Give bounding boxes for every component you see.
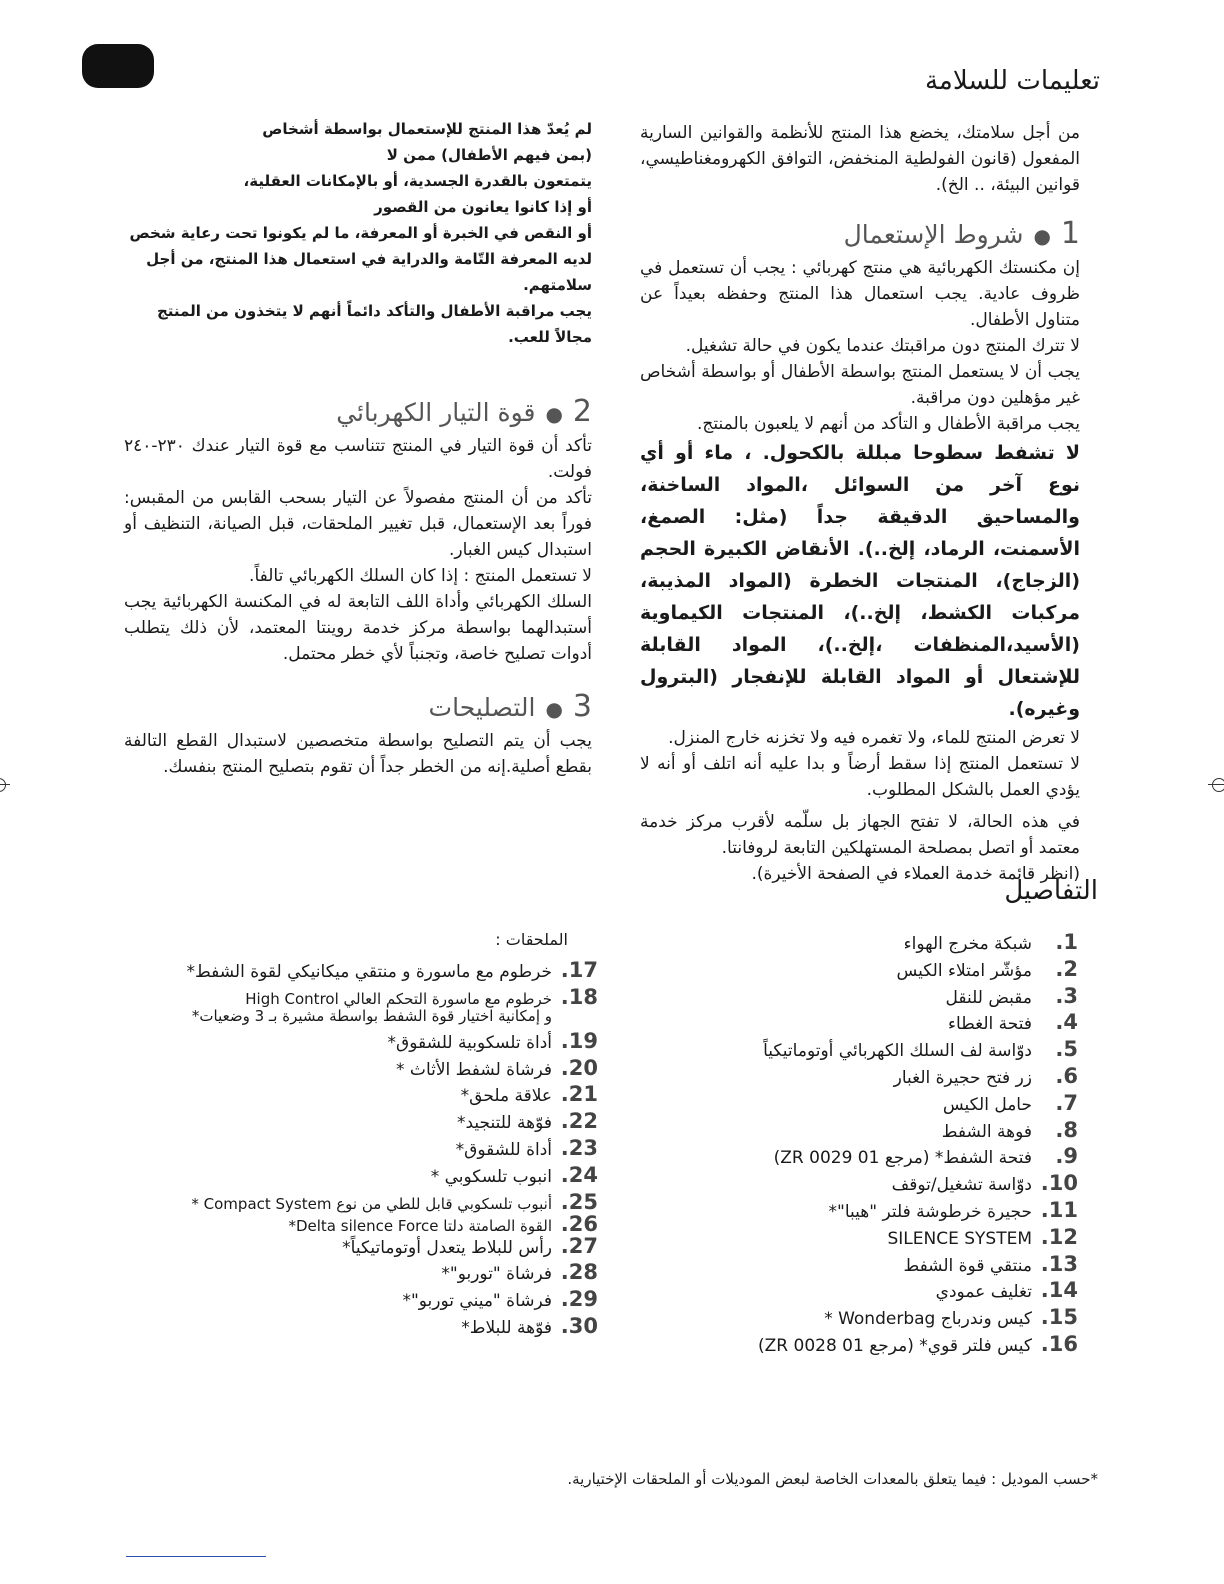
section-number: 1 xyxy=(1060,216,1080,251)
list-item: 12. SILENCE SYSTEM xyxy=(887,1224,1078,1249)
footer-rule xyxy=(126,1556,266,1557)
list-item: 27. رأس للبلاط يتعدل أوتوماتيكياً* xyxy=(342,1233,598,1258)
list-item: 29. فرشاة "ميني توربو"* xyxy=(402,1287,598,1312)
section-title: شروط الإستعمال xyxy=(843,220,1024,249)
list-item: 17. خرطوم مع ماسورة و منتقي ميكانيكي لقوة الشفط* xyxy=(186,958,598,982)
list-item: 13. منتقي قوة الشفط xyxy=(903,1251,1078,1276)
paragraph: تأكد أن قوة التيار في المنتج تتناسب مع قوة التيار عندك ٢٣٠-٢٤٠ فولت. xyxy=(124,436,592,482)
list-item: 5. دوّاسة لف السلك الكهربائي أوتوماتيكياً xyxy=(763,1037,1078,1062)
list-item: 15. كيس وندرباج Wonderbag * xyxy=(824,1305,1078,1330)
list-item: 7. حامل الكيس xyxy=(942,1090,1078,1115)
list-item: 19. أداة تلسكوبية للشقوق* xyxy=(387,1028,598,1053)
paragraph: إن مكنستك الكهربائية هي منتج كهربائي : يجب أن تستعمل في ظروف عادية. يجب استعمال هذا المنتج وحفظه بعيداً عن متناول الأطفال. xyxy=(640,258,1080,330)
section-title: التصليحات xyxy=(428,693,536,722)
paragraph: في هذه الحالة، لا تفتح الجهاز بل سلّمه لأقرب مركز خدمة معتمد أو اتصل بمصلحة المستهلكين التابعة لروفانتا. xyxy=(640,812,1080,858)
paragraph: السلك الكهربائي وأداة اللف التابعة له في المكنسة الكهربائية يجب أستبدالهما بواسطة مركز خدمة روينتا المعتمد، لأن ذلك يتطلب أدوات تصليح خاصة، وتجنباً لأي خطر محتمل. xyxy=(124,592,592,664)
lead-line: أو النقص في الخبرة أو المعرفة، ما لم يكونوا تحت رعاية شخص xyxy=(129,224,592,242)
lead-line: لم يُعدّ هذا المنتج للإستعمال بواسطة أشخاص xyxy=(262,120,592,138)
list-item: 2. مؤشّر امتلاء الكيس xyxy=(896,956,1078,981)
section-number: 3 xyxy=(572,689,592,724)
left-column xyxy=(124,116,592,780)
list-item: 18. خرطوم مع ماسورة التحكم العالي High Control xyxy=(245,984,598,1009)
page-title: تعليمات للسلامة xyxy=(924,66,1100,96)
bullet-icon: ● xyxy=(1033,224,1051,248)
paragraph: لا تستعمل المنتج : إذا كان السلك الكهربائي تالفاً. xyxy=(249,566,592,586)
list-item: و إمكانية اختيار قوة الشفط بواسطة مشيرة بـ 3 وضعيات* xyxy=(191,1006,552,1025)
list-item: 3. مقبض للنقل xyxy=(945,983,1078,1008)
list-item: 4. فتحة الغطاء xyxy=(948,1010,1078,1035)
registration-mark-left xyxy=(0,778,6,792)
list-item: 11. حجيرة خرطوشة فلتر "هيبا"* xyxy=(828,1197,1078,1222)
warning-paragraph: لا تشفط سطوحا مبللة بالكحول. ، ماء أو أي نوع آخر من السوائل ،المواد الساخنة، والمساحيق الدقيقة جداً (مثل: الصمغ، الأسمنت، الرماد، إلخ..). الأنقاض الكبيرة الحجم (الزجاج)، المنتجات الخطرة (المواد المذيبة، مركبات الكشط، إلخ..)، المنتجات الكيماوية (الأسيد،المنظفات ،إلخ..)، المواد القابلة للإشتعال أو المواد القابلة للإنفجار (البترول وغيره). xyxy=(640,442,1080,720)
list-item: 22. فوّهة للتنجيد* xyxy=(457,1109,598,1134)
paragraph: لا تستعمل المنتج إذا سقط أرضاً و بدا عليه أنه اتلف أو أنه لا يؤدي العمل بالشكل المطلوب. xyxy=(640,754,1080,800)
list-item: 10. دوّاسة تشغيل/توقف xyxy=(891,1171,1078,1196)
parts-list xyxy=(658,930,1078,1359)
list-item: 6. زر فتح حجيرة الغبار xyxy=(893,1063,1078,1088)
list-item: 28. فرشاة "توربو"* xyxy=(441,1260,598,1285)
list-item: 26. القوة الصامتة دلتا Delta silence Force* xyxy=(288,1211,598,1236)
paragraph: يجب أن يتم التصليح بواسطة متخصصين لاستبدال القطع التالفة بقطع أصلية.إنه من الخطر جداً أن تقوم بتصليح المنتج بنفسك. xyxy=(124,731,592,777)
accessories-list xyxy=(138,930,598,1341)
lead-line: لديه المعرفة التّامة والدراية في استعمال هذا المنتج، من أجل سلامتهم. xyxy=(146,250,592,294)
list-item: 14. تغليف عمودي xyxy=(935,1278,1078,1303)
accessories-heading: الملحقات : xyxy=(495,930,568,949)
lead-line: (بمن فيهم الأطفال) ممن لا xyxy=(386,146,592,164)
page-tab-marker xyxy=(82,44,154,88)
section-title: قوة التيار الكهربائي xyxy=(336,398,536,427)
footnote: *حسب الموديل : فيما يتعلق بالمعدات الخاصة لبعض الموديلات أو الملحقات الإختيارية. xyxy=(567,1470,1098,1488)
list-item: 25. أنبوب تلسكوبي قابل للطي من نوع Compact System * xyxy=(191,1189,598,1214)
list-item: 9. فتحة الشفط* (مرجع ZR 0029 01) xyxy=(773,1144,1078,1169)
list-item: 30. فوّهة للبلاط* xyxy=(461,1313,598,1338)
bullet-icon: ● xyxy=(545,402,563,426)
details-title: التفاصيل xyxy=(1004,876,1098,906)
list-item: 21. علاقة ملحق* xyxy=(460,1082,598,1107)
registration-mark-right xyxy=(1212,778,1224,792)
bullet-icon: ● xyxy=(545,697,563,721)
paragraph: تأكد من أن المنتج مفصولاً عن التيار بسحب القابس من المقبس: فوراً بعد الإستعمال، قبل تغيير الملحقات، قبل الصيانة، التنظيف أو استبدال كيس الغبار. xyxy=(124,488,592,560)
list-item: 23. أداة للشقوق* xyxy=(455,1135,598,1160)
list-item: 20. فرشاة لشفط الأثاث * xyxy=(396,1055,598,1080)
paragraph: يجب أن لا يستعمل المنتج بواسطة الأطفال أو بواسطة أشخاص غير مؤهلين دون مراقبة. xyxy=(640,362,1080,408)
list-item: 24. انبوب تلسكوبي * xyxy=(430,1162,598,1187)
lead-line: يجب مراقبة الأطفال والتأكد دائماً أنهم لا يتخذون من المنتج مجالاً للعب. xyxy=(156,302,592,346)
right-column xyxy=(640,120,1080,887)
list-item: 1. شبكة مخرج الهواء xyxy=(903,930,1078,954)
section-heading-2 xyxy=(124,394,592,429)
section-number: 2 xyxy=(572,394,592,429)
list-item: 16. كيس فلتر قوي* (مرجع ZR 0028 01) xyxy=(758,1331,1078,1356)
list-item: 8. فوهة الشفط xyxy=(941,1117,1078,1142)
intro-paragraph: من أجل سلامتك، يخضع هذا المنتج للأنظمة والقوانين السارية المفعول (قانون الفولطية المنخفض، التوافق الكهرومغناطيسي، قوانين البيئة، .. الخ). xyxy=(640,123,1080,195)
paragraph: (انظر قائمة خدمة العملاء في الصفحة الأخيرة). xyxy=(751,864,1080,884)
paragraph: لا تترك المنتج دون مراقبتك عندما يكون في حالة تشغيل. xyxy=(685,336,1080,356)
section-heading-1 xyxy=(640,216,1080,251)
paragraph: يجب مراقبة الأطفال و التأكد من أنهم لا يلعبون بالمنتج. xyxy=(697,414,1080,434)
section-heading-3 xyxy=(124,689,592,724)
lead-line: أو إذا كانوا يعانون من القصور xyxy=(374,198,592,216)
paragraph: لا تعرض المنتج للماء، ولا تغمره فيه ولا تخزنه خارج المنزل. xyxy=(668,728,1080,748)
lead-line: يتمتعون بالقدرة الجسدية، أو بالإمكانات العقلية، xyxy=(243,172,592,190)
